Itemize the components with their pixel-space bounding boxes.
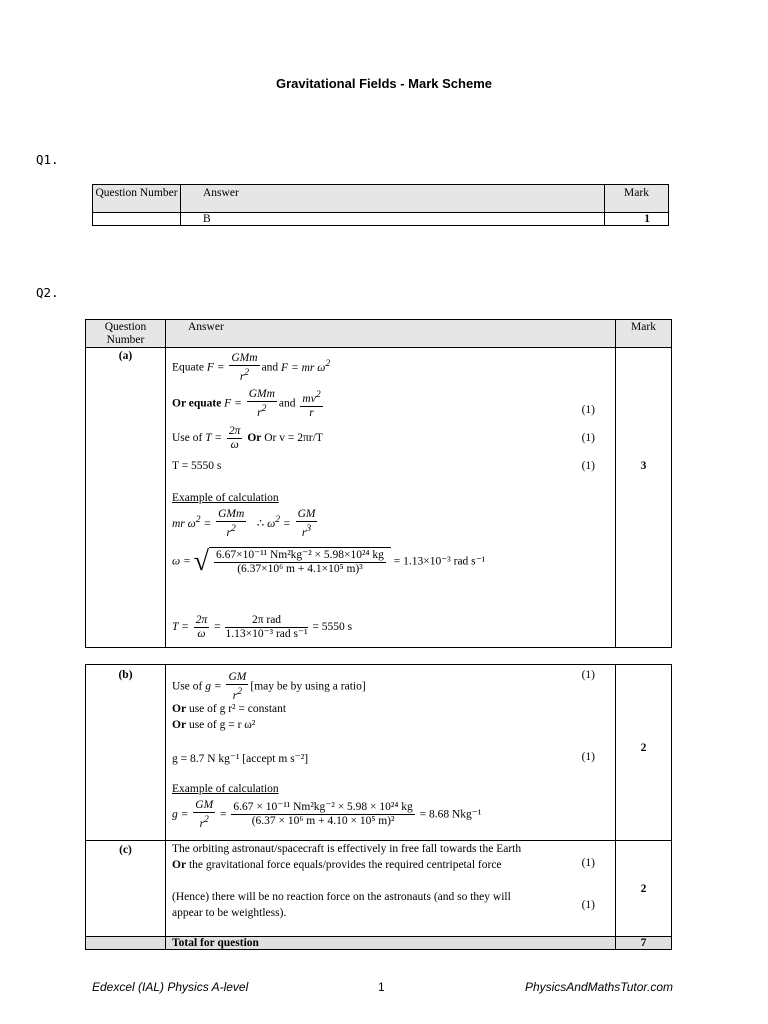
part-c-line4: appear to be weightless). [172,907,287,919]
q1-header-row [93,185,669,213]
part-c-line2: Or the gravitational force equals/provides the required centripetal force [172,859,502,871]
q2-header-row [86,320,672,348]
equate-line: Equate F = $\frac{\text{GMm}}{r^2}$ and F = mr $\omega^2$ [172,352,331,383]
q2-part-a-row [86,348,672,648]
q1-header-answer: Answer [181,185,605,213]
q1-label: Q1. [36,152,59,167]
q2-total-row [86,937,672,950]
mark-a2: (1) [581,432,595,444]
T-result-line: T = 5550 s [172,460,222,472]
q2-part-a-answer [166,348,616,648]
q2-part-b-row [86,665,672,841]
q2-table-bc [85,664,672,950]
q2-part-c-answer [166,841,616,937]
example-heading-a: Example of calculation [172,492,279,504]
mark-a1: (1) [581,404,595,416]
q1-row-mark: 1 [605,213,669,226]
page-title: Gravitational Fields - Mark Scheme [275,76,493,91]
footer-left: Edexcel (IAL) Physics A-level [92,980,249,994]
q2-part-c-row [86,841,672,937]
q2-part-b-answer [166,665,616,841]
footer-right: PhysicsAndMathsTutor.com [524,980,673,994]
mark-c1: (1) [581,857,595,869]
part-c-line3: (Hence) there will be no reaction force on the astronauts (and so they will [172,891,511,903]
part-c-line1: The orbiting astronaut/spacecraft is effectively in free fall towards the Earth [172,843,522,855]
g-result-line: g = 8.7 N kg⁻¹ [accept m s⁻²] [172,753,309,765]
mark-a3: (1) [581,460,595,472]
use-of-g-line: Use of g = $\frac{GM}{r^2}$ [may be by using a ratio] [172,671,366,702]
footer-page-number: 1 [378,980,385,994]
q1-row-answer: B [181,213,605,226]
mark-b2: (1) [581,751,595,763]
T-calc-line: T = $\frac{2\pi}{\omega}$ = $\frac{\text{2π rad}}{\text{1.13×10⁻³ rad s⁻¹}}$ = 5550 s [172,614,353,640]
mark-c2: (1) [581,899,595,911]
or-gr2-line: Or use of g r² = constant [172,703,287,715]
q2-part-a-mark: 3 [616,348,672,648]
mark-b1: (1) [581,669,595,681]
q2-label: Q2. [36,285,59,300]
q2-header-mark: Mark [616,320,672,348]
or-gromega-line: Or use of g = r ω² [172,719,256,731]
omega-calc-line: ω = √ $\frac{\text{6.67×10⁻¹¹ Nm²kg⁻² × 5.98×10²⁴ kg}}{\text{(6.37×10⁶ m + 4.1×10⁵ m)³}}$ = 1.13×10⁻³ rad s⁻¹ [172,546,486,577]
q1-header-mark: Mark [605,185,669,213]
q2-table-a [85,319,672,648]
mr-omega-line: mr $\omega^2$ = $\frac{\text{GMm}}{r^2}$ ∴ $\omega^2$ = $\frac{GM}{r^3}$ [172,508,316,539]
q2-part-c-qnum: (c) [86,841,166,937]
q2-part-b-qnum: (b) [86,665,166,841]
use-of-T-line: Use of T = $\frac{2\pi}{\omega}$ Or Or v = 2πr/T [172,425,323,451]
q2-part-c-mark: 2 [616,841,672,937]
q1-header-qnum: Question Number [93,185,181,213]
q1-row-qnum [93,213,181,226]
example-heading-b: Example of calculation [172,783,279,795]
q2-header-answer: Answer [166,320,616,348]
or-equate-line: Or equate F = $\frac{\text{GMm}}{r^2}$ and $\frac{mv^2}{r}$ [172,388,321,419]
q2-part-b-mark: 2 [616,665,672,841]
q2-total-qnum [86,937,166,950]
q2-part-a-qnum: (a) [86,348,166,648]
q2-header-qnum: Question Number [86,320,166,348]
q2-total-mark: 7 [616,937,672,950]
table-row [93,213,669,226]
q2-total-label: Total for question [166,937,616,950]
g-calc-line: g = $\frac{GM}{r^2}$ = $\frac{\text{6.67 × 10⁻¹¹ Nm²kg⁻² × 5.98 × 10²⁴ kg}}{\text{(6.37 × 10⁶ m + 4.10 × 10⁵ m)²}}$ = 8.68 Nkg⁻¹ [172,799,482,830]
q1-table [92,184,669,226]
